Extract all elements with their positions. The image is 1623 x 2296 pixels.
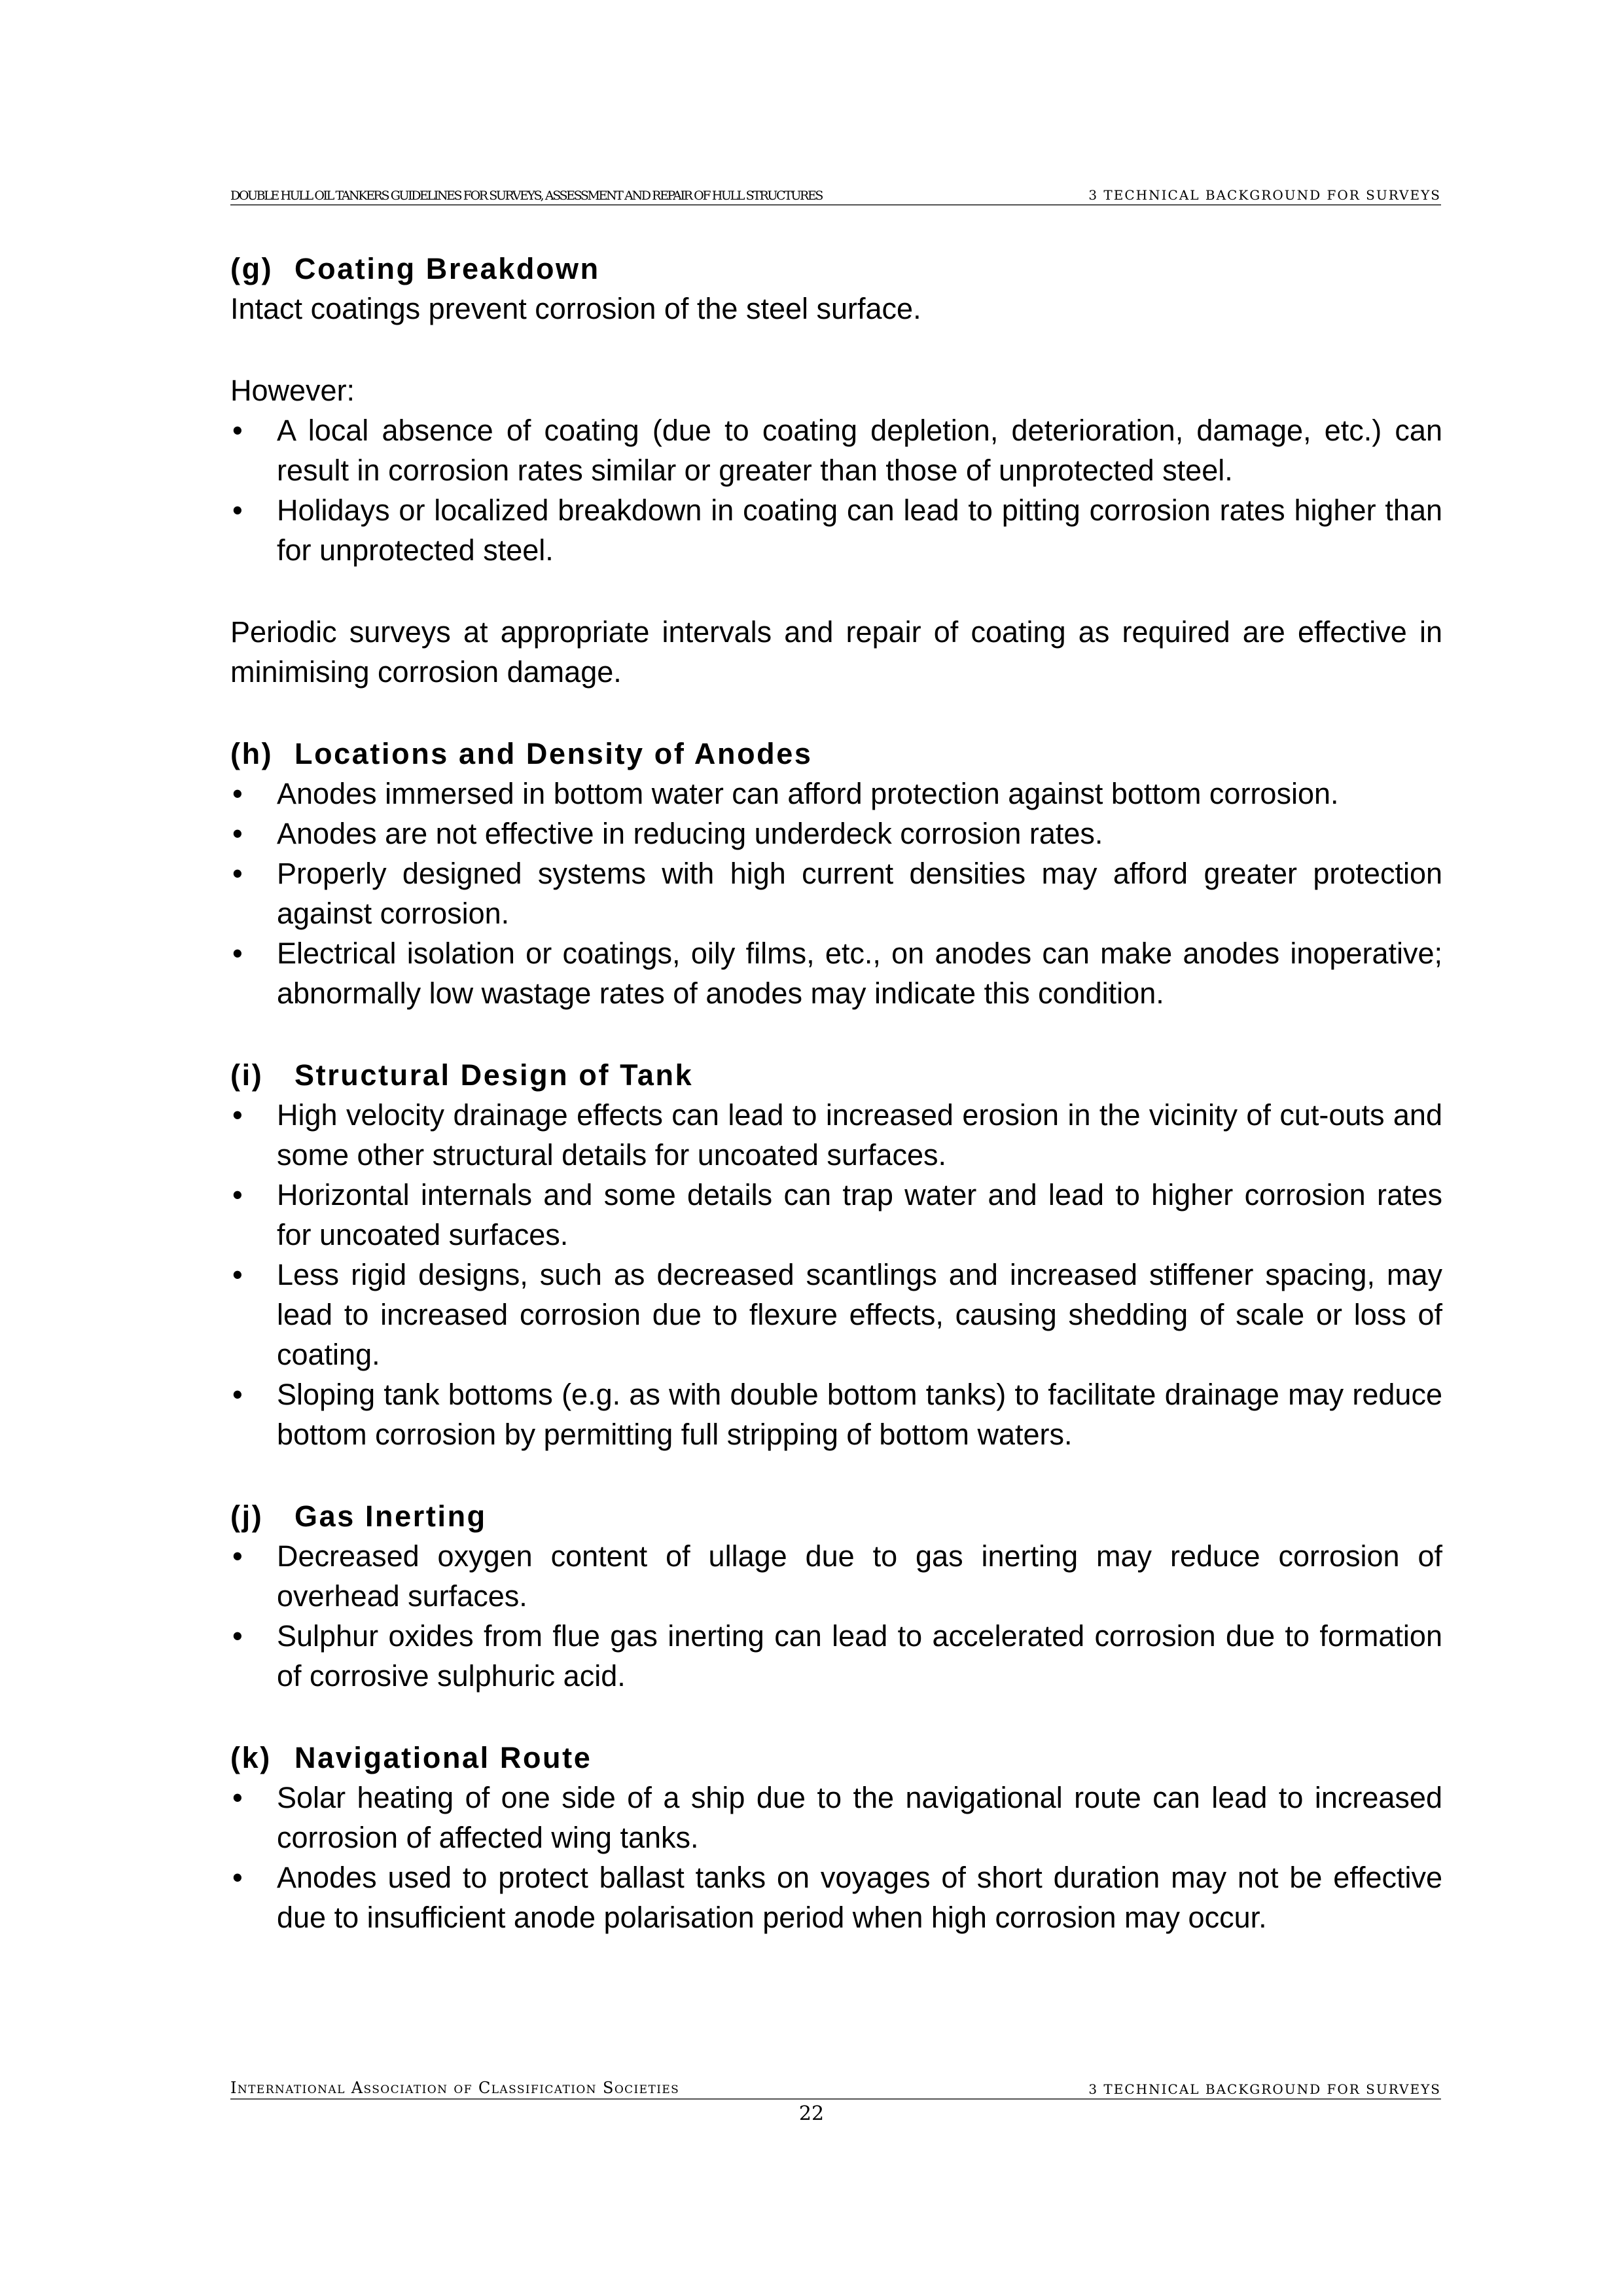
bullet-list [230,1536,1442,1696]
bullet-icon: • [232,1178,243,1211]
header-chapter-title: 3 TECHNICAL BACKGROUND FOR SURVEYS [1088,187,1441,203]
bullet-icon: • [232,414,243,447]
footer-chapter-title: 3 TECHNICAL BACKGROUND FOR SURVEYS [1088,2081,1441,2097]
list-item-text: Properly designed systems with high current densities may afford greater protection against corrosion. [277,857,1442,930]
list-item [230,410,1442,490]
bullet-icon: • [232,1258,243,1291]
section-title: Gas Inerting [294,1499,487,1533]
list-item [230,1778,1442,1857]
section-heading [230,1738,1442,1778]
bullet-list [230,774,1442,1013]
section-heading [230,734,1442,774]
list-item-text: Less rigid designs, such as decreased scantlings and increased stiffener spacing, may lead to increased corrosion due to flexure effects, causing shedding of scale or loss of coating. [277,1258,1442,1371]
section-gas-inerting [230,1496,1442,1696]
list-item [230,1857,1442,1937]
list-item [230,490,1442,570]
list-item [230,1175,1442,1255]
bullet-icon: • [232,1781,243,1814]
list-item [230,1536,1442,1616]
section-number: (i) [230,1058,264,1092]
list-item [230,1374,1442,1454]
list-item [230,1095,1442,1175]
section-heading [230,249,1442,289]
bullet-icon: • [232,937,243,970]
bullet-icon: • [232,1539,243,1573]
list-item-text: Holidays or localized breakdown in coating can lead to pitting corrosion rates higher than for unprotected steel. [277,493,1442,567]
list-item-text: Anodes are not effective in reducing underdeck corrosion rates. [277,817,1103,850]
section-number: (h) [230,737,274,770]
paragraph-intro: Intact coatings prevent corrosion of the steel surface. [230,292,921,325]
paragraph-closing: Periodic surveys at appropriate intervals and repair of coating as required are effective in minimising corrosion damage. [230,615,1442,689]
running-header [230,185,1441,206]
list-item-text: Sulphur oxides from flue gas inerting can lead to accelerated corrosion due to formation of corrosive sulphuric acid. [277,1619,1442,1693]
page-number: 22 [798,2102,825,2125]
section-heading [230,1055,1442,1095]
bullet-icon: • [232,817,243,850]
section-number: (j) [230,1499,264,1533]
bullet-icon: • [232,1098,243,1132]
section-structural-design [230,1055,1442,1454]
section-navigational-route [230,1738,1442,1937]
list-item [230,1616,1442,1696]
list-item [230,814,1442,853]
list-item [230,933,1442,1013]
list-item-text: A local absence of coating (due to coating depletion, deterioration, damage, etc.) can result in corrosion rates similar or greater than those of unprotected steel. [277,414,1442,487]
page-content [230,249,1442,1937]
section-anodes [230,734,1442,1013]
bullet-list [230,410,1442,570]
paragraph-however: However: [230,374,355,407]
list-item-text: Electrical isolation or coatings, oily films, etc., on anodes can make anodes inoperative; abnormally low wastage rates of anodes may indicate this condition. [277,937,1442,1010]
section-title: Structural Design of Tank [294,1058,694,1092]
section-number: (g) [230,252,274,285]
list-item [230,1255,1442,1374]
bullet-list [230,1095,1442,1454]
section-heading [230,1496,1442,1536]
footer-organization: International Association of Classification Societies [230,2079,680,2097]
section-title: Navigational Route [294,1741,592,1774]
bullet-icon: • [232,1378,243,1411]
list-item-text: Horizontal internals and some details can trap water and lead to higher corrosion rates for uncoated surfaces. [277,1178,1442,1251]
bullet-list [230,1778,1442,1937]
list-item-text: High velocity drainage effects can lead to increased erosion in the vicinity of cut-outs and some other structural details for uncoated surfaces. [277,1098,1442,1172]
list-item [230,774,1442,814]
bullet-icon: • [232,777,243,810]
header-document-title: DOUBLE HULL OIL TANKERS GUIDELINES FOR SURVEYS, ASSESSMENT AND REPAIR OF HULL STRUCTURES [230,188,823,203]
list-item-text: Decreased oxygen content of ullage due to gas inerting may reduce corrosion of overhead surfaces. [277,1539,1442,1613]
section-coating-breakdown [230,249,1442,692]
section-number: (k) [230,1741,272,1774]
bullet-icon: • [232,1861,243,1894]
list-item-text: Anodes immersed in bottom water can afford protection against bottom corrosion. [277,777,1339,810]
bullet-icon: • [232,1619,243,1653]
section-title: Locations and Density of Anodes [294,737,813,770]
list-item-text: Sloping tank bottoms (e.g. as with double bottom tanks) to facilitate drainage may reduce bottom corrosion by permitting full stripping of bottom waters. [277,1378,1442,1451]
section-title: Coating Breakdown [294,252,600,285]
list-item-text: Anodes used to protect ballast tanks on voyages of short duration may not be effective due to insufficient anode polarisation period when high corrosion may occur. [277,1861,1442,1934]
bullet-icon: • [232,493,243,527]
list-item-text: Solar heating of one side of a ship due to the navigational route can lead to increased corrosion of affected wing tanks. [277,1781,1442,1854]
list-item [230,853,1442,933]
bullet-icon: • [232,857,243,890]
running-footer [230,2079,1441,2100]
